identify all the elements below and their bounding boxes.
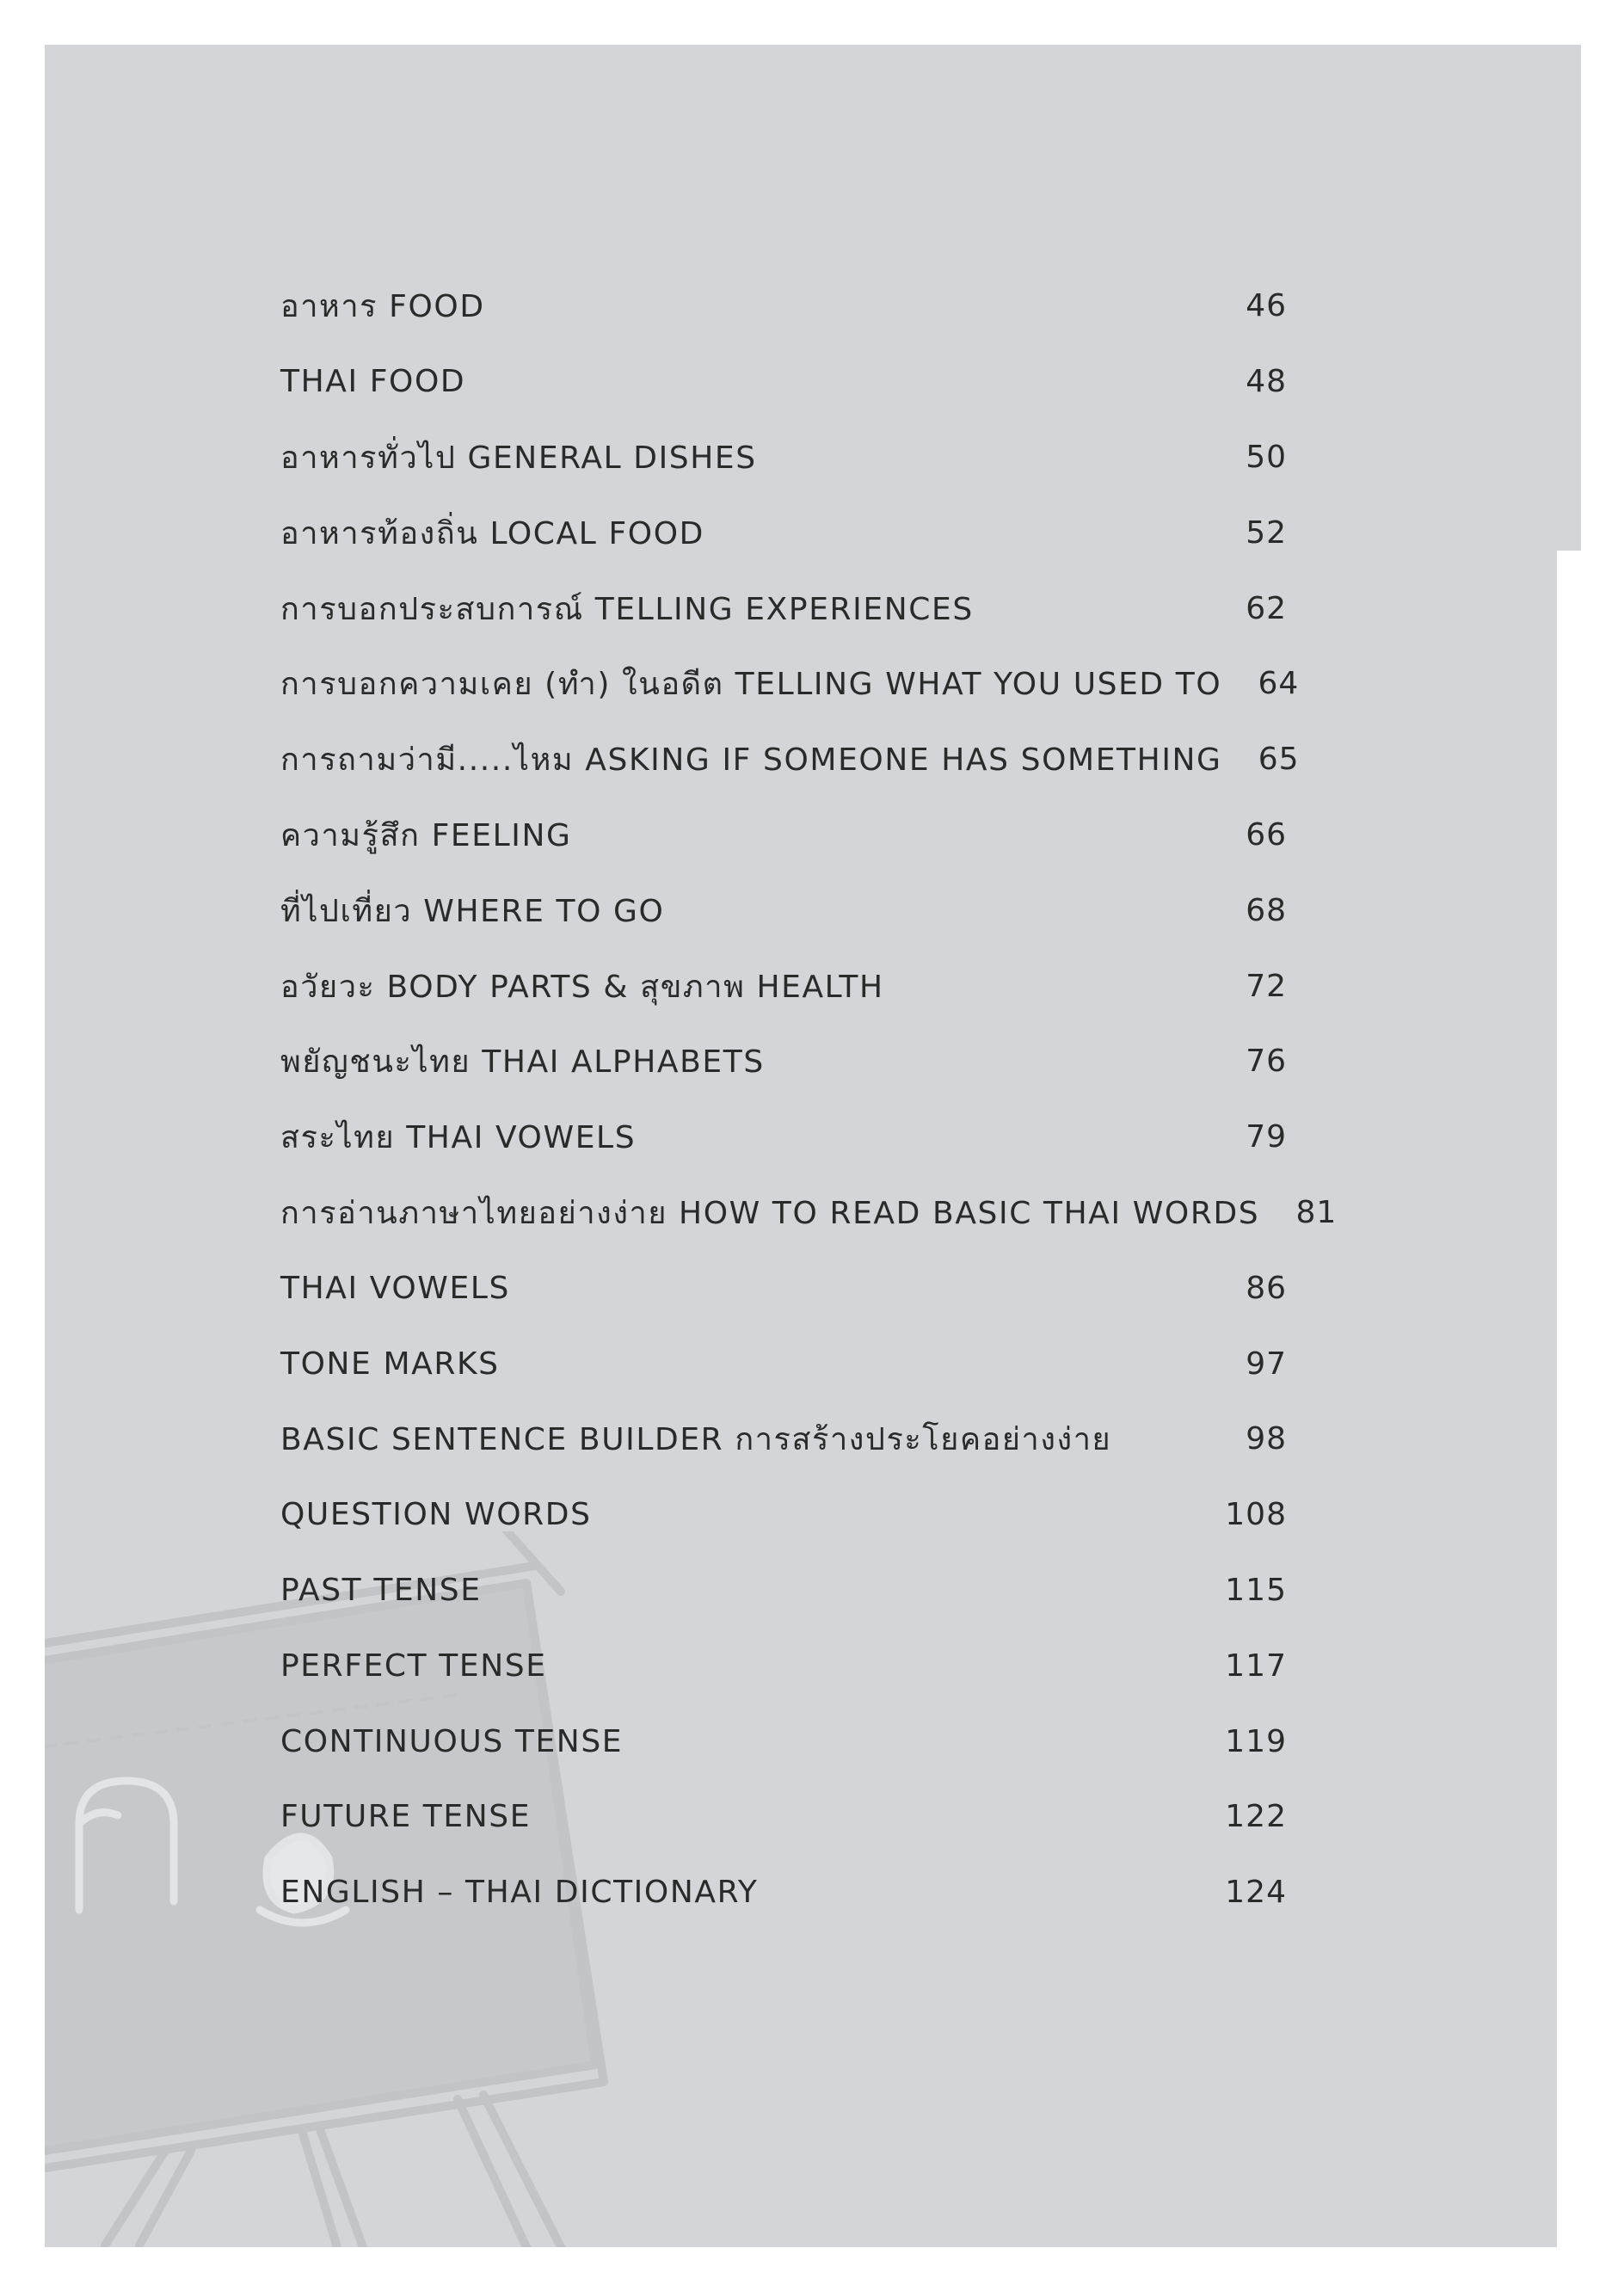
toc-entry-page-number: 64 [1258, 666, 1300, 702]
toc-entry-page-number: 108 [1225, 1497, 1287, 1533]
toc-entry-title: อาหารทั่วไป GENERAL DISHES [280, 440, 757, 476]
toc-entry-title: สระไทย THAI VOWELS [280, 1120, 637, 1156]
toc-entry-page-number: 50 [1246, 439, 1287, 475]
toc-entry-page-number: 76 [1246, 1044, 1287, 1080]
toc-entry-title: BASIC SENTENCE BUILDER การสร้างประโยคอย่างง่าย [280, 1422, 1112, 1458]
toc-entry-title: THAI VOWELS [280, 1270, 510, 1306]
toc-entry [280, 1628, 1287, 1703]
toc-entry [280, 798, 1287, 873]
toc-entry [280, 722, 1300, 798]
toc-entry [280, 344, 1287, 420]
toc-entry [280, 1326, 1287, 1401]
toc-entry-title: TONE MARKS [280, 1346, 500, 1382]
toc-entry-page-number: 119 [1225, 1723, 1287, 1759]
toc-entry-page-number: 62 [1246, 590, 1287, 626]
toc-entry [280, 1553, 1287, 1629]
toc-entry-title: การอ่านภาษาไทยอย่างง่าย HOW TO READ BASIC THAI WORDS [280, 1195, 1260, 1231]
toc-entry-page-number: 52 [1246, 514, 1287, 551]
toc-entry-page-number: 79 [1246, 1119, 1287, 1155]
toc-entry-title: FUTURE TENSE [280, 1799, 532, 1835]
toc-entry [280, 1779, 1287, 1855]
toc-entry-page-number: 66 [1246, 816, 1287, 853]
toc-entry-title: ความรู้สึก FEELING [280, 817, 572, 853]
toc-entry [280, 1250, 1287, 1326]
toc-entry [280, 495, 1287, 570]
toc-entry-page-number: 117 [1225, 1648, 1287, 1684]
toc-entry-title: พยัญชนะไทย THAI ALPHABETS [280, 1044, 765, 1081]
toc-entry [280, 1175, 1338, 1251]
toc-entry-title: การถามว่ามี.....ไหม ASKING IF SOMEONE HAS SOMETHING [280, 742, 1222, 779]
toc-entry-title: PAST TENSE [280, 1572, 482, 1608]
toc-entry [280, 570, 1287, 646]
toc-entry-page-number: 97 [1246, 1346, 1287, 1382]
toc-entry [280, 1024, 1287, 1099]
toc-entry [280, 1703, 1287, 1779]
toc-entry-title: QUESTION WORDS [280, 1497, 592, 1533]
toc-entry [280, 1477, 1287, 1553]
toc-entry-title: อวัยวะ BODY PARTS & สุขภาพ HEALTH [280, 969, 884, 1005]
toc-entry-page-number: 81 [1295, 1194, 1338, 1230]
toc-entry [280, 646, 1300, 722]
toc-entry-title: PERFECT TENSE [280, 1648, 547, 1684]
toc-entry-page-number: 48 [1246, 364, 1287, 400]
toc-entry-page-number: 46 [1246, 288, 1287, 324]
toc-entry-title: การบอกความเคย (ทำ) ในอดีต TELLING WHAT YOU USED TO [280, 667, 1222, 703]
toc-entry [280, 948, 1287, 1024]
toc-entry-page-number: 72 [1246, 968, 1287, 1004]
toc-entry-title: CONTINUOUS TENSE [280, 1723, 624, 1759]
toc-entry [280, 1099, 1287, 1175]
toc-entry-page-number: 115 [1225, 1572, 1287, 1608]
table-of-contents [280, 268, 1338, 1931]
toc-entry-title: อาหารท้องถิ่น LOCAL FOOD [280, 515, 704, 551]
toc-entry-page-number: 124 [1225, 1875, 1287, 1911]
toc-entry-title: การบอกประสบการณ์ TELLING EXPERIENCES [280, 591, 974, 627]
toc-entry-page-number: 122 [1225, 1799, 1287, 1835]
toc-entry-title: อาหาร FOOD [280, 289, 485, 325]
toc-entry [280, 1401, 1287, 1477]
toc-entry [280, 872, 1287, 948]
toc-entry-title: ENGLISH – THAI DICTIONARY [280, 1875, 759, 1911]
toc-entry-page-number: 98 [1246, 1421, 1287, 1457]
toc-entry [280, 268, 1287, 344]
toc-entry [280, 420, 1287, 496]
toc-entry-page-number: 86 [1246, 1270, 1287, 1306]
toc-entry-page-number: 68 [1246, 892, 1287, 928]
toc-entry-title: ที่ไปเที่ยว WHERE TO GO [280, 893, 665, 929]
toc-entry-title: THAI FOOD [280, 364, 466, 400]
toc-entry [280, 1855, 1287, 1931]
toc-entry-page-number: 65 [1258, 742, 1300, 778]
